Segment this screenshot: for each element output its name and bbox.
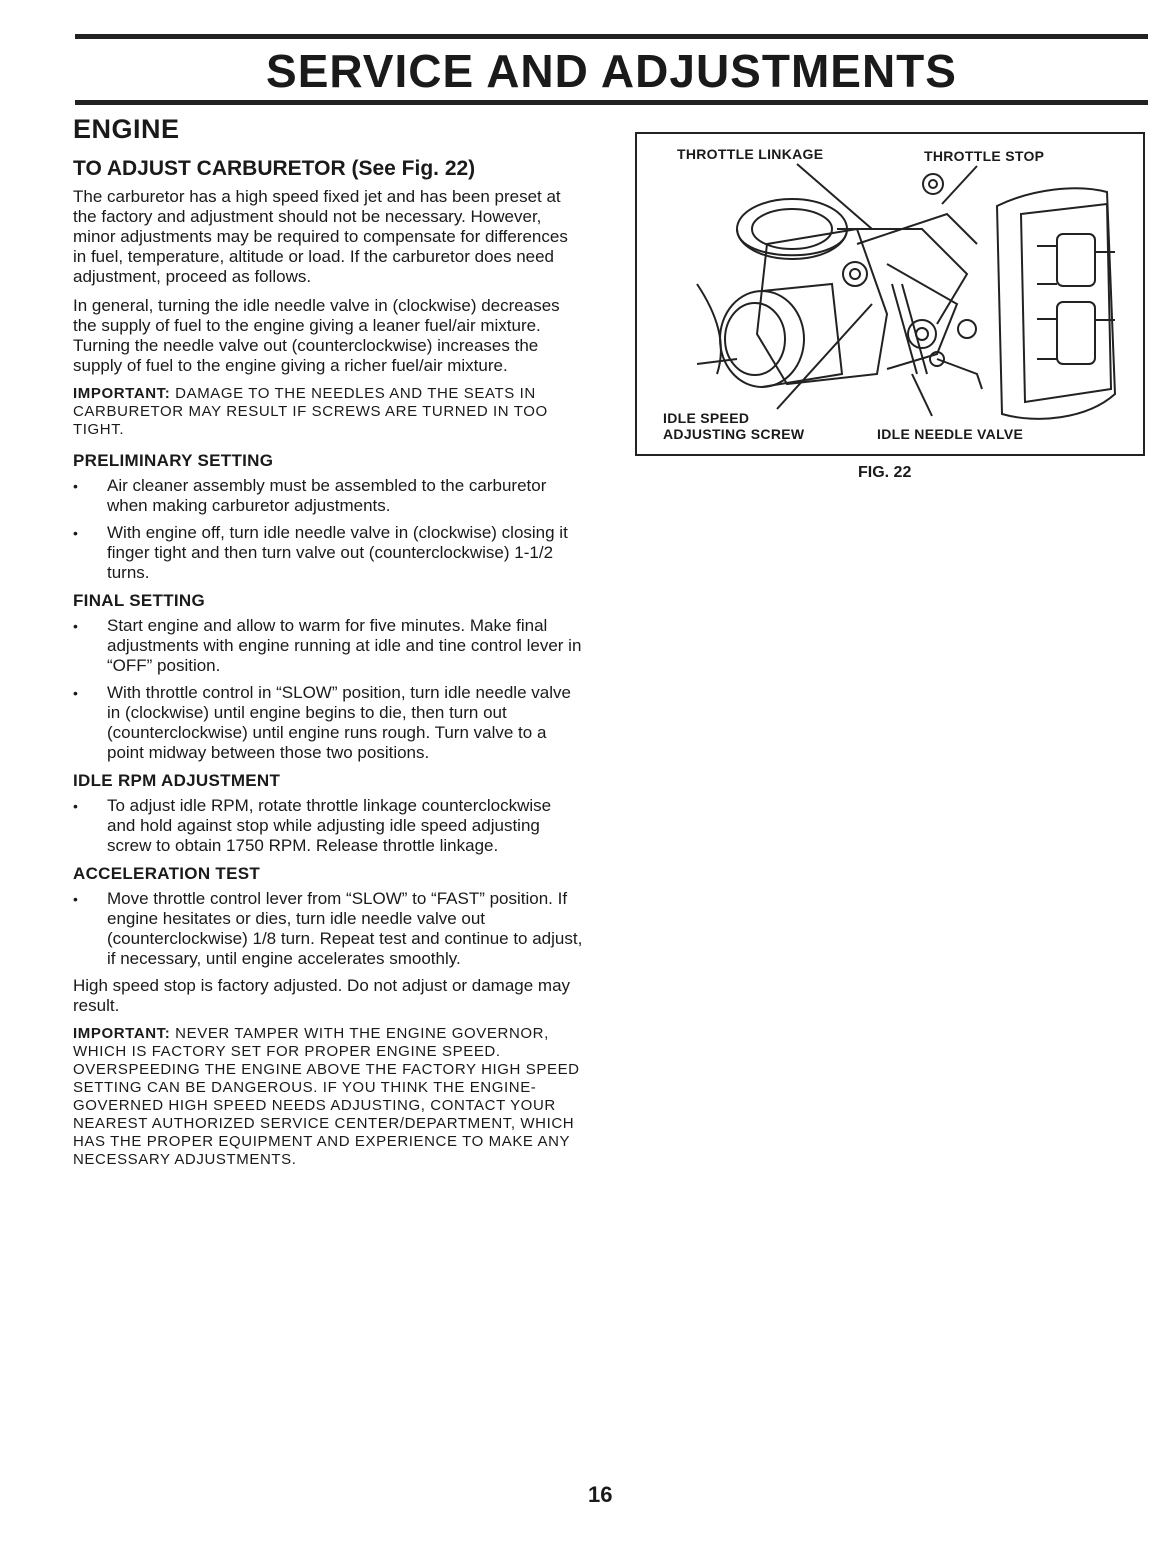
idle-rpm-heading: IDLE RPM ADJUSTMENT	[73, 771, 281, 790]
high-speed-paragraph: High speed stop is factory adjusted. Do not adjust or damage may result.	[73, 976, 571, 1015]
list-item-text: Move throttle control lever from “SLOW” to “FAST” position. If engine hesitates or dies, turn idle needle valve out (counterclockwise) 1/8 turn. Repeat test and continue to adjust, if necessary, until engine accelerates smoothly.	[107, 889, 583, 968]
list-item-text: With throttle control in “SLOW” position, turn idle needle valve in (clockwise) until engine begins to die, then turn out (counterclockwise) until engine runs rough. Turn valve to a point midway between those two positions.	[107, 683, 571, 762]
air-cleaner-housing	[720, 291, 804, 387]
figure-22-box	[635, 132, 1145, 456]
important-text: DAMAGE TO THE NEEDLES AND THE SEATS IN CARBURETOR MAY RESULT IF SCREWS ARE TURNED IN TOO TIGHT.	[73, 385, 548, 438]
label-throttle-linkage: THROTTLE LINKAGE	[677, 146, 824, 162]
engine-tab-upper	[1057, 234, 1095, 286]
throttle-linkage-leader	[797, 164, 872, 229]
list-item-text: Air cleaner assembly must be assembled to the carburetor when making carburetor adjustments.	[107, 476, 547, 515]
acceleration-test-heading: ACCELERATION TEST	[73, 864, 261, 883]
bullet-icon: •	[73, 618, 78, 634]
list-item	[73, 616, 583, 676]
throttle-linkage-rod	[837, 229, 967, 324]
label-throttle-stop: THROTTLE STOP	[924, 148, 1045, 164]
final-setting-heading: FINAL SETTING	[73, 591, 206, 610]
acceleration-test-list	[73, 889, 583, 969]
main-text-column	[73, 114, 583, 1180]
list-item-text: With engine off, turn idle needle valve in (clockwise) closing it finger tight and then turn valve out (counterclockwise) 1-1/2 turns.	[107, 523, 568, 582]
figure-caption: FIG. 22	[858, 464, 912, 481]
engine-tab-lower	[1057, 302, 1095, 364]
section-title: ENGINE	[73, 114, 180, 144]
bullet-icon: •	[73, 525, 78, 541]
important-notice-needles	[73, 385, 583, 439]
label-idle-needle-valve: IDLE NEEDLE VALVE	[877, 426, 1024, 442]
important-text: NEVER TAMPER WITH THE ENGINE GOVERNOR, WHICH IS FACTORY SET FOR PROPER ENGINE SPEED. OVERSPEEDING THE ENGINE ABOVE THE FACTORY HIGH SPEED SETTING CAN BE DANGEROUS. IF YOU THINK THE ENGINE-GOVERNED HIGH SPEED NEEDS ADJUSTING, CONTACT YOUR NEAREST AUTHORIZED SERVICE CENTER/DEPARTMENT, WHICH HAS THE PROPER EQUIPMENT AND EXPERIENCE TO MAKE ANY NECESSARY ADJUSTMENTS.	[73, 1025, 580, 1168]
important-label: IMPORTANT:	[73, 1025, 171, 1042]
engine-housing-shape	[997, 188, 1115, 419]
page-number: 16	[588, 1482, 613, 1507]
list-item-text: Start engine and allow to warm for five minutes. Make final adjustments with engine running at idle and tine control lever in “OFF” position.	[107, 616, 582, 675]
carburetor-illustration	[637, 134, 1143, 454]
list-item	[73, 683, 583, 763]
intro-paragraph-2: In general, turning the idle needle valve in (clockwise) decreases the supply of fuel to the engine giving a leaner fuel/air mixture. Turning the needle valve out (counterclockwise) increases the supply of fuel to the engine giving a richer fuel/air mixture.	[73, 296, 560, 375]
throttle-stop-leader	[942, 166, 977, 204]
intro-paragraph-1: The carburetor has a high speed fixed jet and has been preset at the factory and adjustment should not be necessary. However, minor adjustments may be required to compensate for differences in fuel, temperature, altitude or load. If the carburetor does need adjustment, proceed as follows.	[73, 187, 568, 286]
idle-screw-leader	[777, 304, 872, 409]
bullet-icon: •	[73, 478, 78, 494]
important-notice-governor	[73, 1025, 583, 1169]
preliminary-setting-heading: PRELIMINARY SETTING	[73, 451, 274, 470]
bullet-icon: •	[73, 798, 78, 814]
subsection-title: TO ADJUST CARBURETOR (See Fig. 22)	[73, 157, 476, 180]
list-item	[73, 523, 583, 583]
preliminary-setting-list	[73, 476, 583, 583]
list-item-text: To adjust idle RPM, rotate throttle linkage counterclockwise and hold against stop while adjusting idle speed adjusting screw to obtain 1750 RPM. Release throttle linkage.	[107, 796, 552, 855]
carburetor-throat-inner	[752, 209, 832, 249]
title-bottom-rule	[75, 100, 1148, 105]
final-setting-list	[73, 616, 583, 763]
page-title: SERVICE AND ADJUSTMENTS	[266, 45, 957, 97]
list-item	[73, 476, 583, 516]
important-label: IMPORTANT:	[73, 385, 171, 402]
list-item	[73, 889, 583, 969]
throttle-stop-knob	[923, 174, 943, 194]
bullet-icon: •	[73, 685, 78, 701]
idle-needle-leader	[912, 374, 932, 416]
list-item	[73, 796, 583, 856]
label-idle-speed-line1: IDLE SPEED	[663, 410, 750, 426]
top-rule	[75, 34, 1148, 39]
bullet-icon: •	[73, 891, 78, 907]
label-idle-speed-line2: ADJUSTING SCREW	[663, 426, 805, 442]
linkage-pivot	[843, 262, 867, 286]
idle-rpm-list	[73, 796, 583, 856]
